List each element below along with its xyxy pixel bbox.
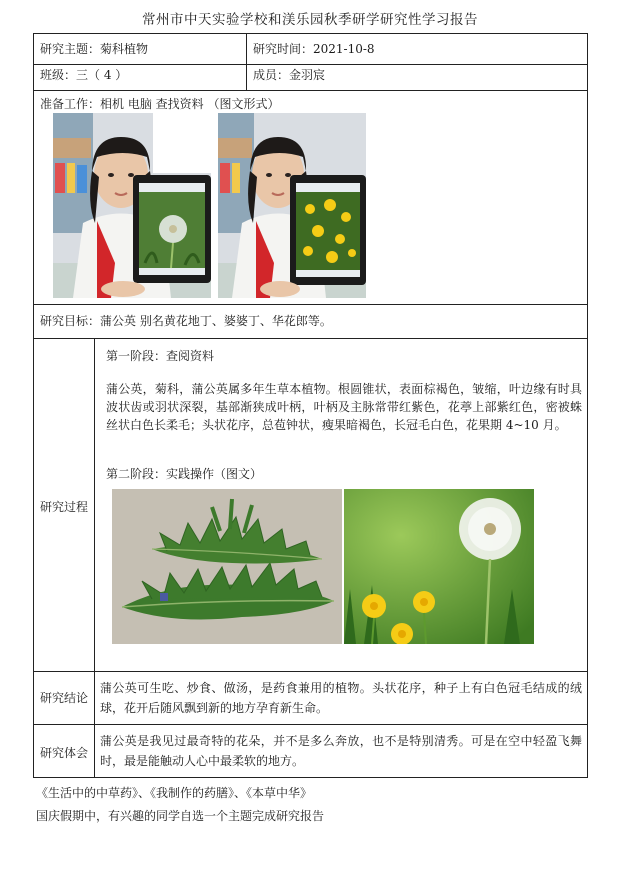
class-value: 三（ 4 ） — [76, 68, 128, 82]
experience-label: 研究体会 — [40, 746, 89, 760]
report-table — [33, 33, 588, 778]
dandelion-photo — [344, 489, 534, 644]
goal-label: 研究目标： — [40, 314, 101, 328]
tablet-icon — [133, 175, 211, 283]
stage2-title: 第二阶段：实践操作（图文） — [106, 467, 263, 481]
goal-cell — [40, 313, 332, 329]
topic-value: 菊科植物 — [100, 42, 149, 56]
stage1-title: 第一阶段：查阅资料 — [106, 349, 215, 363]
time-label: 研究时间： — [253, 42, 314, 56]
stage1-text: 蒲公英，菊科，蒲公英属多年生草本植物。根圆锥状，表面棕褐色，皱缩，叶边缘有时具波状齿或羽状深裂，基部渐狭成叶柄，叶柄及主脉常带红紫色，花葶上部紫红色，密被蛛丝状白色长柔毛；头状花序，总苞钟状，瘦果暗褐色，长冠毛白色，花果期 4~10 月。 — [106, 382, 582, 432]
time-cell — [253, 41, 375, 57]
prep-text: 相机 电脑 查找资料 （图文形式） — [100, 97, 280, 111]
tablet-icon — [290, 175, 366, 285]
experience-text: 蒲公英是我见过最奇特的花朵，并不是多么奔放，也不是特别清秀。可是在空中轻盈飞舞时，最是能触动人心中最柔软的地方。 — [100, 734, 582, 768]
leaf-photo — [112, 489, 342, 644]
goal-text: 蒲公英 别名黄花地丁、婆婆丁、华花郎等。 — [100, 314, 332, 328]
topic-cell — [40, 41, 148, 57]
report-title: 常州市中天实验学校和渼乐园秋季研学研究性学习报告 — [142, 12, 478, 28]
member-value: 金羽宸 — [289, 68, 326, 82]
prep-cell — [40, 96, 279, 112]
conclusion-text: 蒲公英可生吃、炒食、做汤，是药食兼用的植物。头状花序，种子上有白色冠毛结成的绒球，花开后随风飘到新的地方孕育新生命。 — [100, 681, 582, 715]
reference-books: 《生活中的中草药》、《我制作的药膳》、《本草中华》 — [36, 786, 313, 800]
process-label: 研究过程 — [40, 500, 89, 514]
class-label: 班级： — [40, 68, 77, 82]
member-label: 成员： — [253, 68, 290, 82]
topic-label: 研究主题： — [40, 42, 101, 56]
student-photo-2 — [218, 113, 366, 298]
prep-label: 准备工作： — [40, 97, 101, 111]
conclusion-label: 研究结论 — [40, 691, 89, 705]
class-cell — [40, 67, 127, 83]
member-cell — [253, 67, 325, 83]
holiday-note: 国庆假期中，有兴趣的同学自选一个主题完成研究报告 — [36, 809, 325, 823]
time-value: 2021-10-8 — [313, 42, 375, 56]
student-photo-1 — [53, 113, 211, 298]
